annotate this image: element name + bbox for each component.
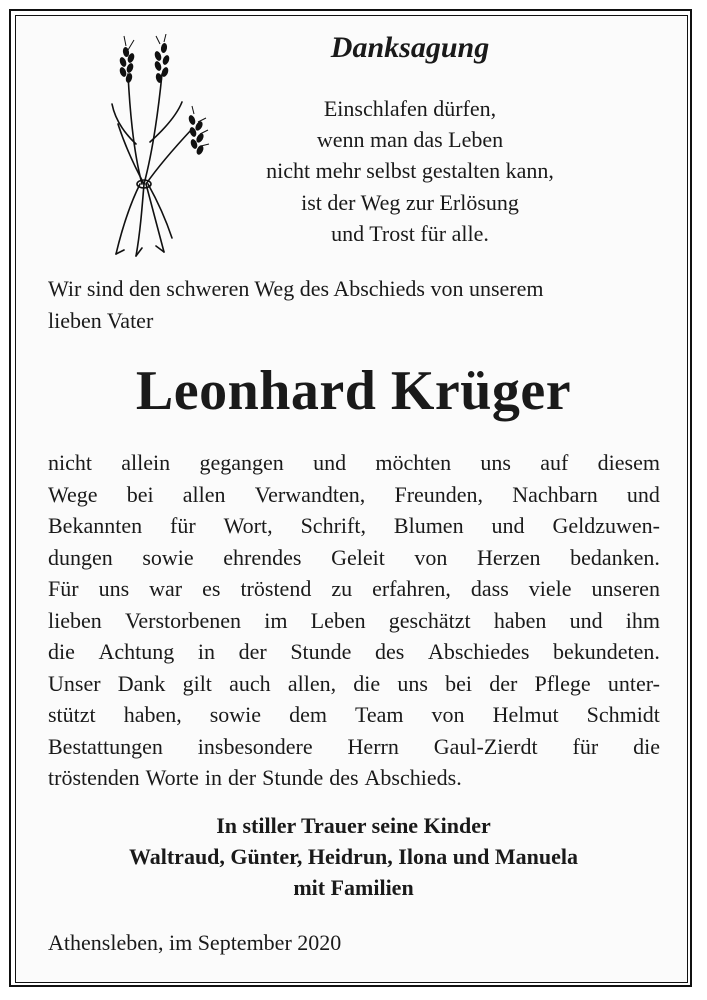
body-line: Unser Dank gilt auch allen, die uns bei der Pflege unter- — [48, 670, 660, 696]
poem-line: ist der Weg zur Erlösung — [301, 189, 519, 215]
signature-block — [0, 810, 707, 903]
poem-line: wenn man das Leben — [316, 127, 504, 153]
poem — [225, 93, 595, 249]
body-line: lieben Verstorbenen im Leben geschätzt haben und ihm — [48, 607, 660, 633]
wheat-bouquet-icon — [100, 34, 212, 259]
body-line: stützt haben, sowie dem Team von Helmut Schmidt — [48, 702, 660, 727]
body-line: die Achtung in der Stunde des Abschiedes bekundeten. — [48, 639, 660, 664]
body-line: Bestattungen insbesondere Herrn Gaul-Zierdt für die — [48, 733, 660, 759]
poem-line: und Trost für alle. — [331, 220, 489, 246]
body-line: dungen sowie ehrendes Geleit von Herzen bedanken. — [48, 544, 660, 570]
poem-line: Einschlafen dürfen, — [323, 96, 497, 121]
deceased-name: Leonhard Krüger — [135, 360, 572, 422]
body-line: Bekannten für Wort, Schrift, Blumen und Geldzuwen- — [48, 513, 660, 538]
body-line: tröstenden Worte in der Stunde des Abschieds. — [48, 765, 462, 790]
intro-line: lieben Vater — [48, 308, 154, 333]
intro-text — [48, 273, 660, 337]
body-line: Für uns war es tröstend zu erfahren, dass viele unseren — [48, 576, 660, 601]
heading: Danksagung — [330, 31, 490, 64]
signature-line: Waltraud, Günter, Heidrun, Ilona und Manuela — [128, 844, 579, 869]
body-line: nicht allein gegangen und möchten uns auf diesem — [48, 450, 660, 475]
body-line: Wege bei allen Verwandten, Freunden, Nachbarn und — [48, 481, 660, 507]
signature-line: mit Familien — [293, 875, 414, 900]
intro-line: Wir sind den schweren Weg des Abschieds von unserem — [48, 276, 544, 301]
place-date: Athensleben, im September 2020 — [48, 930, 342, 955]
signature-line: In stiller Trauer seine Kinder — [216, 813, 491, 838]
body-text — [48, 447, 660, 794]
poem-line: nicht mehr selbst gestalten kann, — [266, 158, 554, 184]
